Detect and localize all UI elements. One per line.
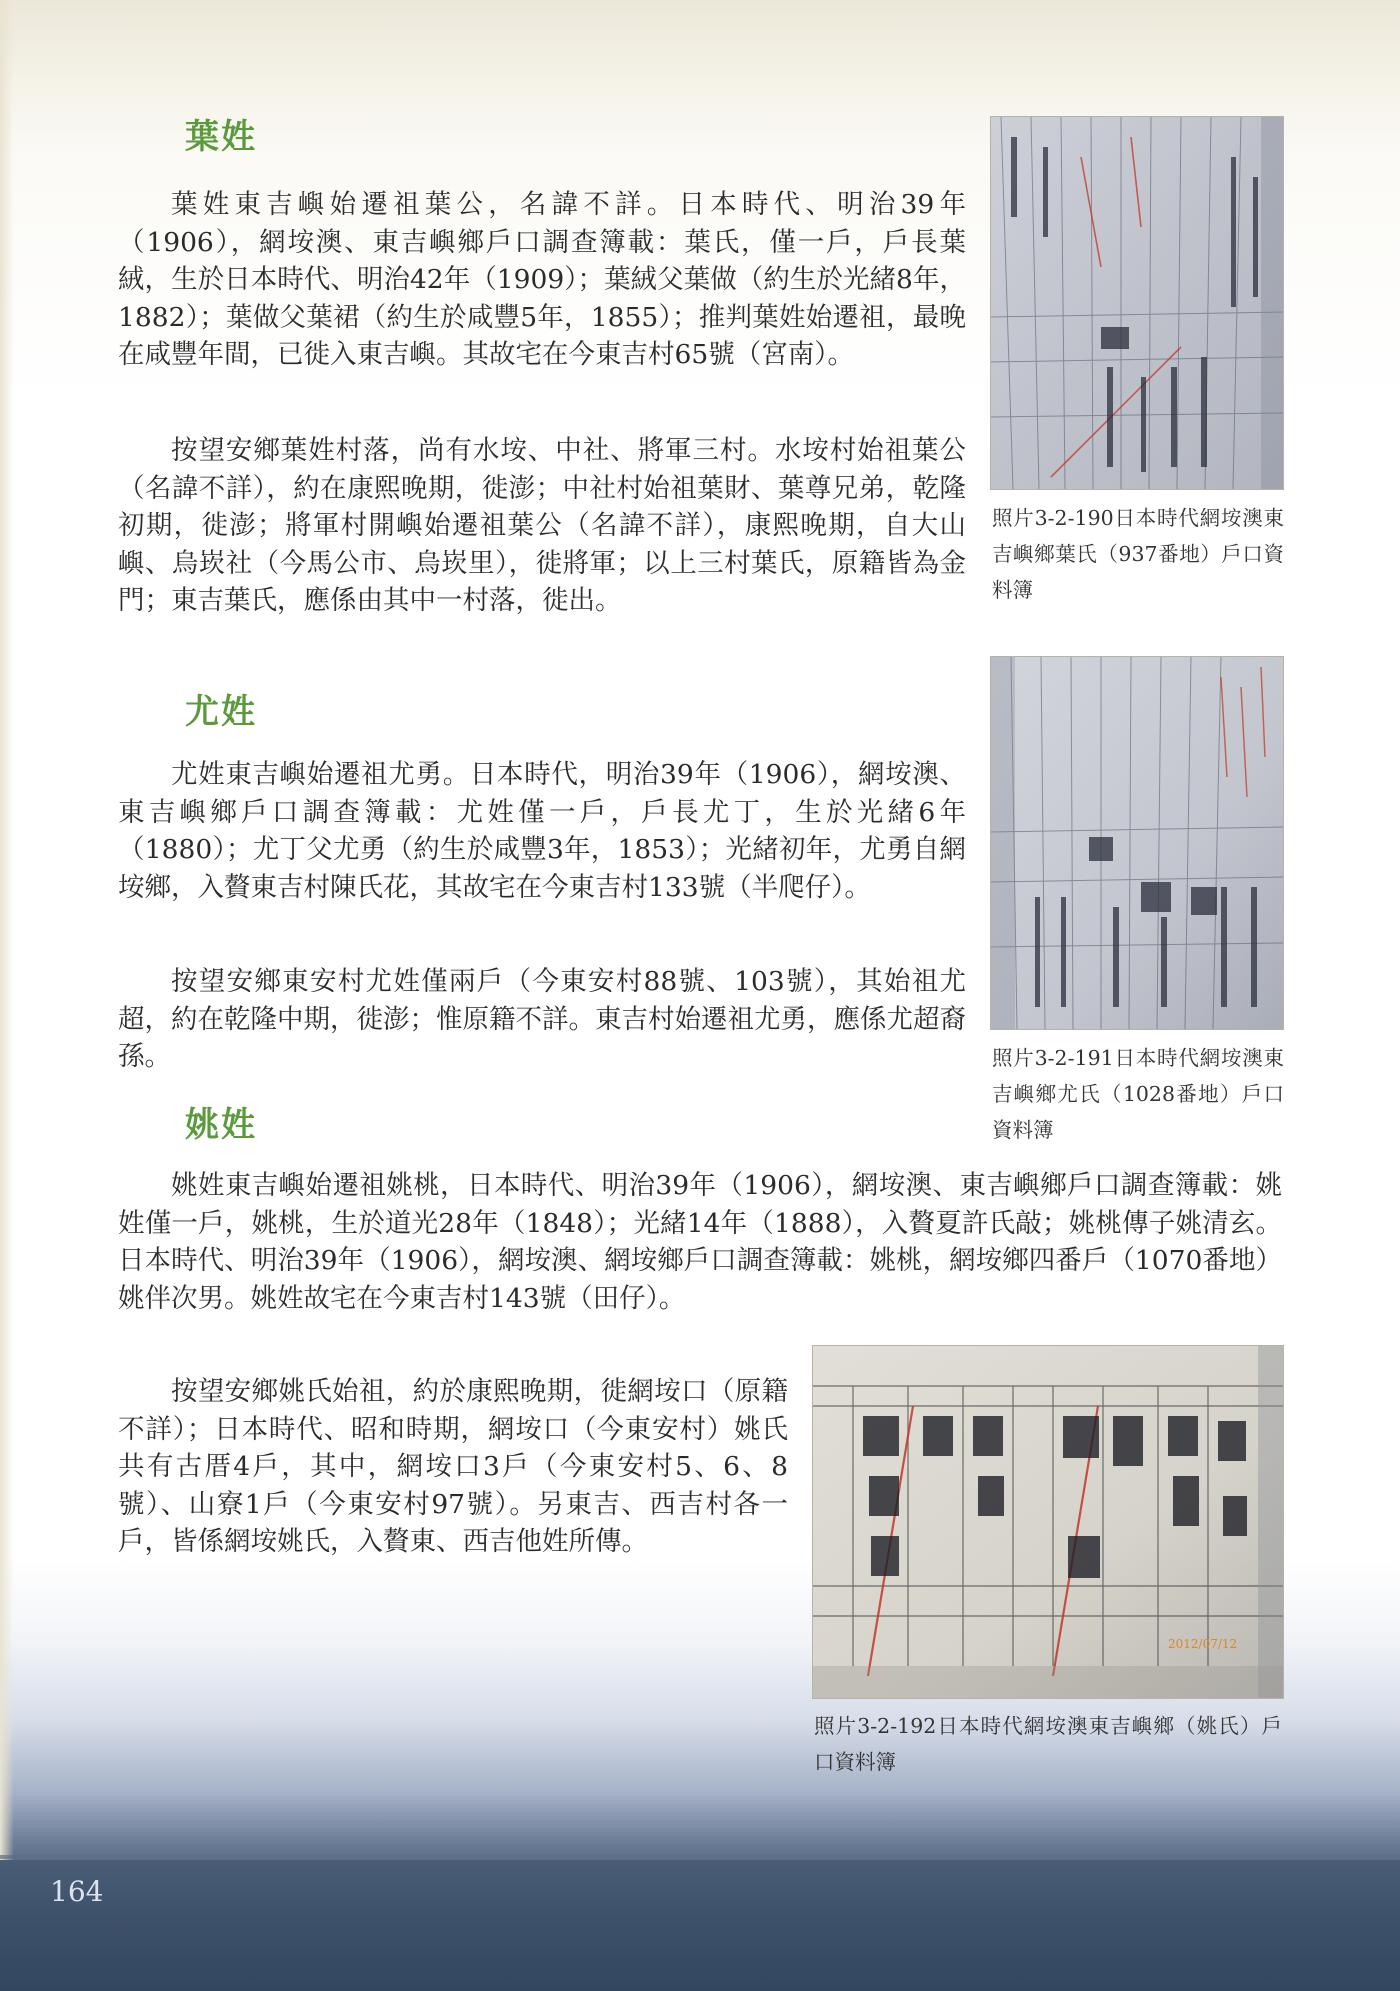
paragraph-yao-1: 姚姓東吉嶼始遷祖姚桃，日本時代、明治39年（1906），網垵澳、東吉嶼鄉戶口調查簿載：姚姓僅一戶，姚桃，生於道光28年（1848）；光緒14年（1888），入贅夏許氏敲；姚桃傳子姚清玄。日本時代、明治39年（1906），網垵澳、網垵鄉戶口調查簿載：姚桃，網垵鄉四番戶（1070番地）姚伴次男。姚姓故宅在今東吉村143號（田仔）。 (118, 1170, 1282, 1314)
page-number: 164 (50, 1875, 104, 1908)
paper-edge (0, 0, 14, 1991)
photo-191-household-register (990, 656, 1284, 1030)
paragraph-yao-2: 按望安鄉姚氏始祖，約於康熙晚期，徙網垵口（原籍不詳）；日本時代、昭和時期，網垵口（今東安村）姚氏共有古厝4戶，其中，網垵口3戶（今東安村5、6、8號）、山寮1戶（今東安村97號）。另東吉、西吉村各一戶，皆係網垵姚氏，入贅東、西吉他姓所傳。 (118, 1376, 788, 1558)
sea-footer-image (0, 1860, 1400, 1991)
photo-192-caption: 照片3-2-192日本時代網垵澳東吉嶼鄉（姚氏）戶口資料簿 (814, 1714, 1282, 1774)
section-heading-yao: 姚姓 (185, 1105, 257, 1145)
section-heading-ye: 葉姓 (185, 117, 257, 157)
paragraph-you-2: 按望安鄉東安村尤姓僅兩戶（今東安村88號、103號），其始祖尤超，約在乾隆中期，徙澎；惟原籍不詳。東吉村始遷祖尤勇，應係尤超裔孫。 (118, 966, 966, 1073)
paragraph-you-1: 尤姓東吉嶼始遷祖尤勇。日本時代，明治39年（1906），網垵澳、東吉嶼鄉戶口調查簿載：尤姓僅一戶，戶長尤丁，生於光緒6年（1880）；尤丁父尤勇（約生於咸豐3年，1853）；光緒初年，尤勇自網垵鄉，入贅東吉村陳氏花，其故宅在今東吉村133號（半爬仔）。 (118, 759, 966, 903)
sea-horizon (0, 1855, 1400, 1859)
paragraph-ye-1: 葉姓東吉嶼始遷祖葉公，名諱不詳。日本時代、明治39年（1906），網垵澳、東吉嶼鄉戶口調查簿載：葉氏，僅一戶，戶長葉絨，生於日本時代、明治42年（1909）；葉絨父葉做（約生於光緒8年，1882）；葉做父葉裙（約生於咸豐5年，1855）；推判葉姓始遷祖，最晚在咸豐年間，已徙入東吉嶼。其故宅在今東吉村65號（宮南）。 (118, 189, 966, 371)
section-heading-you: 尤姓 (185, 692, 257, 732)
register-page-image (813, 1346, 1283, 1698)
photo-190-caption: 照片3-2-190日本時代網垵澳東吉嶼鄉葉氏（937番地）戶口資料簿 (992, 506, 1284, 602)
register-page-image (991, 657, 1283, 1029)
photo-191-caption: 照片3-2-191日本時代網垵澳東吉嶼鄉尤氏（1028番地）戶口資料簿 (992, 1046, 1284, 1142)
photo-190-household-register (990, 116, 1284, 490)
paragraph-ye-2: 按望安鄉葉姓村落，尚有水垵、中社、將軍三村。水垵村始祖葉公（名諱不詳），約在康熙晚期，徙澎；中社村始祖葉財、葉尊兄弟，乾隆初期，徙澎；將軍村開嶼始遷祖葉公（名諱不詳），康熙晚期，自大山嶼、烏崁社（今馬公市、烏崁里），徙將軍；以上三村葉氏，原籍皆為金門；東吉葉氏，應係由其中一村落，徙出。 (118, 435, 966, 617)
photo-192-household-register (812, 1345, 1284, 1699)
register-page-image (991, 117, 1283, 489)
photo-date-stamp: 2012/07/12 (1168, 1637, 1238, 1651)
